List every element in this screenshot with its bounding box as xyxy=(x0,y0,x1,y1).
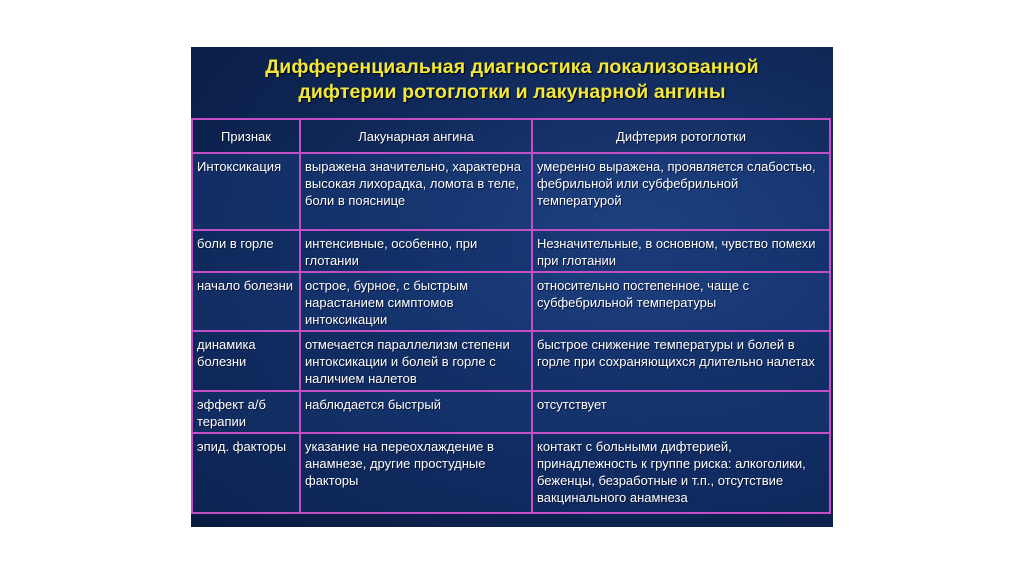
header-angina: Лакунарная ангина xyxy=(300,119,532,153)
cell-sign: начало болезни xyxy=(192,272,300,331)
cell-diphtheria: отсутствует xyxy=(532,391,830,433)
table-row xyxy=(192,433,830,513)
cell-angina: острое, бурное, с быстрым нарастанием симптомов интоксикации xyxy=(300,272,532,331)
cell-diphtheria: относительно постепенное, чаще с субфебрильной температуры xyxy=(532,272,830,331)
table-header-row xyxy=(192,119,830,153)
table-row xyxy=(192,230,830,272)
table-row xyxy=(192,391,830,433)
title-line-1: Дифференциальная диагностика локализованной xyxy=(265,56,759,78)
cell-angina: наблюдается быстрый xyxy=(300,391,532,433)
cell-angina: отмечается параллелизм степени интоксикации и болей в горле с наличием налетов xyxy=(300,331,532,391)
cell-angina: интенсивные, особенно, при глотании xyxy=(300,230,532,272)
cell-diphtheria: Незначительные, в основном, чувство помехи при глотании xyxy=(532,230,830,272)
slide xyxy=(191,47,833,527)
table-row xyxy=(192,331,830,391)
header-sign: Признак xyxy=(192,119,300,153)
cell-sign: боли в горле xyxy=(192,230,300,272)
cell-sign: динамика болезни xyxy=(192,331,300,391)
title-line-2: дифтерии ротоглотки и лакунарной ангины xyxy=(298,81,726,103)
table-row xyxy=(192,272,830,331)
cell-diphtheria: быстрое снижение температуры и болей в горле при сохраняющихся длительно налетах xyxy=(532,331,830,391)
cell-angina: указание на переохлаждение в анамнезе, другие простудные факторы xyxy=(300,433,532,513)
header-diphtheria: Дифтерия ротоглотки xyxy=(532,119,830,153)
cell-diphtheria: умеренно выражена, проявляется слабостью, фебрильной или субфебрильной температурой xyxy=(532,153,830,230)
cell-sign: эпид. факторы xyxy=(192,433,300,513)
cell-diphtheria: контакт с больными дифтерией, принадлежность к группе риска: алкоголики, беженцы, безработные и т.п., отсутствие вакцинального анамнеза xyxy=(532,433,830,513)
cell-sign: Интоксикация xyxy=(192,153,300,230)
slide-title xyxy=(191,55,833,105)
cell-angina: выражена значительно, характерна высокая лихорадка, ломота в теле, боли в пояснице xyxy=(300,153,532,230)
table-row xyxy=(192,153,830,230)
cell-sign: эффект а/б терапии xyxy=(192,391,300,433)
comparison-table xyxy=(191,118,831,514)
